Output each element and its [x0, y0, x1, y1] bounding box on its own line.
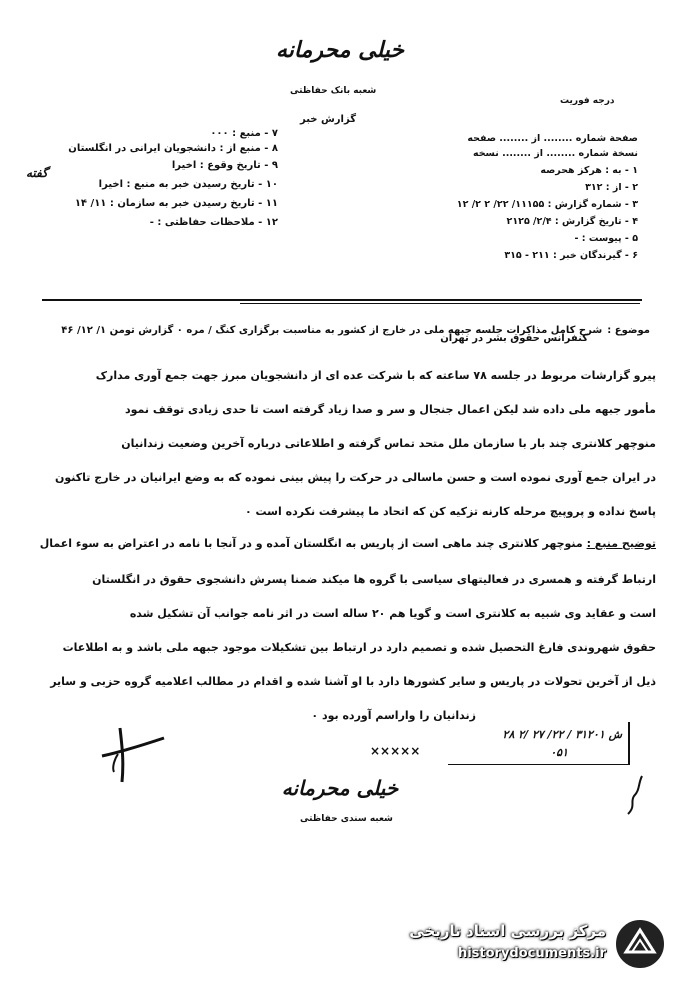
explanation-line-2: ارتباط گرفته و همسری در فعالیتهای سیاسی با گروه ها میکند ضمنا پسرش دانشجوی حقوق در انگلستان: [92, 573, 656, 586]
field-security-notes: ۱۲ - ملاحظات حفاظتی : -: [149, 217, 278, 228]
field-recipients: ۶ - گیرندگان خبر : ۲۱۱ - ۳۱۵: [504, 250, 638, 261]
explanation-label: توضیح منبع :: [586, 537, 656, 550]
annotation-box: [448, 722, 630, 765]
body-line-5: پاسخ نداده و پروپیچ مرحله کارنه تزکیه کن که اتحاد ما پیشرفت نکرده است ۰: [244, 505, 656, 518]
field-to: ۱ - به : هرکز هحرصه: [540, 165, 638, 176]
left-fields: [38, 128, 278, 228]
field-copy: نسخة شماره ........ از ........ نسخه: [472, 148, 638, 159]
signature-mark: [92, 716, 172, 786]
annotation-text: ش ۳۱۲۰۱ / ۲۲/ ۲۷ /۲ ۲۸: [502, 728, 622, 741]
header-divider: [42, 299, 642, 301]
field-source: ۷ - منبع : ۰۰۰: [210, 128, 278, 139]
explanation: [39, 537, 656, 744]
field-report-number: ۳ - شماره گزارش : ۱۱۱۵۵/ ۲۲/ ۲ ۲/ ۱۲: [456, 199, 638, 210]
explanation-line-4: حقوق شهروندی فارغ التحصیل شده و تصمیم دارد در ارتباط بین تشکیلات موجود جبهه ملی باشد و به اطلاعات: [62, 641, 656, 654]
body-text: [44, 370, 656, 540]
stars: ×××××: [370, 744, 421, 758]
field-report-date: ۴ - تاریخ گزارش : ۲/۴/ ۲۱۲۵: [506, 216, 638, 227]
report-title: گزارش خبر: [300, 114, 357, 125]
field-from: ۲ - از : ۳۱۲: [585, 182, 638, 193]
annotation-text-2: ۰۵۱: [550, 746, 568, 759]
body-line-4: در ایران جمع آوری نموده است و حسن ماسالی در حرکت را پیش بینی نموده که به وضع ایرانیان در خارج تاکنون: [55, 471, 656, 484]
field-attachment: ۵ - پیوست : -: [574, 233, 638, 244]
field-source-received: ۱۰ - تاریخ رسیدن خبر به منبع : اخیرا: [98, 179, 278, 190]
body-line-3: منوچهر کلانتری چند بار با سازمان ملل متحد تماس گرفته و اطلاعاتی درباره آخرین وضعیت زندانیان: [121, 437, 656, 450]
field-org-received: ۱۱ - تاریخ رسیدن خبر به سازمان : ۱۱/ ۱۴: [74, 198, 278, 209]
field-page: صفحة شماره ........ از ........ صفحه: [467, 133, 638, 144]
explanation-line-5: ذیل از آخرین تحولات در پاریس و سایر کشورها دارد با او آشنا شده و اقدام در مطالب اعلامیه گروه حزبی و سایر: [50, 675, 656, 688]
subject-line1: شرح کامل مذاکرات جلسه جبهه ملی در خارج از کشور به مناسبت برگزاری کنگ / مره ۰ گزارش تومن ۱/ ۱۲/ ۴۶: [61, 325, 603, 336]
subject-line2: کنفرانس حقوق بشر در تهران: [440, 333, 588, 344]
bottom-org-line: شعبه سندی حفاظتی: [300, 814, 393, 824]
right-fields: [388, 133, 638, 261]
margin-scribble: [620, 774, 650, 818]
urgency-label: درجه فوریت: [560, 96, 615, 106]
footer-watermark: [398, 916, 668, 972]
header-divider-2: [240, 303, 640, 304]
subject-label: موضوع :: [607, 325, 650, 336]
body-line-2: مأمور جبهه ملی داده شد لیکن اعمال جنجال و سر و صدا زیاد گرفته است تا حدی زیادی توقف نمود: [124, 403, 656, 416]
field-source-from: ۸ - منبع از : دانشجویان ایرانی در انگلستان: [68, 143, 278, 154]
field-occurrence-date: ۹ - تاریخ وقوع : اخیرا: [171, 160, 278, 171]
org-line: شعبه بانک حفاظتی: [290, 86, 377, 96]
archive-logo-icon: [612, 916, 668, 972]
footer-url: historydocuments.ir: [457, 946, 606, 961]
explanation-line-1: منوچهر کلانتری چند ماهی است از پاریس به انگلستان آمده و در آنجا با نامه در اعتراض به سوء اعمال: [39, 537, 583, 550]
body-line-1: پیرو گزارشات مربوط در جلسه ۷۸ ساعته که با شرکت عده ای از دانشجویان مبرز جهت جمع آوری مدارک: [95, 369, 656, 382]
top-handwritten-stamp: خیلی محرمانه: [275, 38, 405, 63]
side-note: گفته: [26, 166, 48, 180]
explanation-line-6: زندانیان را واراسم آورده بود ۰: [311, 709, 476, 722]
footer-title: مرکز بررسی اسناد تاریخی: [409, 922, 606, 940]
bottom-handwritten-stamp: خیلی محرمانه: [281, 776, 399, 800]
explanation-line-3: است و عقاید وی شبیه به کلانتری است و گویا هم ۲۰ ساله است در اثر نامه جوانب آن تشکیل شده: [129, 607, 656, 620]
